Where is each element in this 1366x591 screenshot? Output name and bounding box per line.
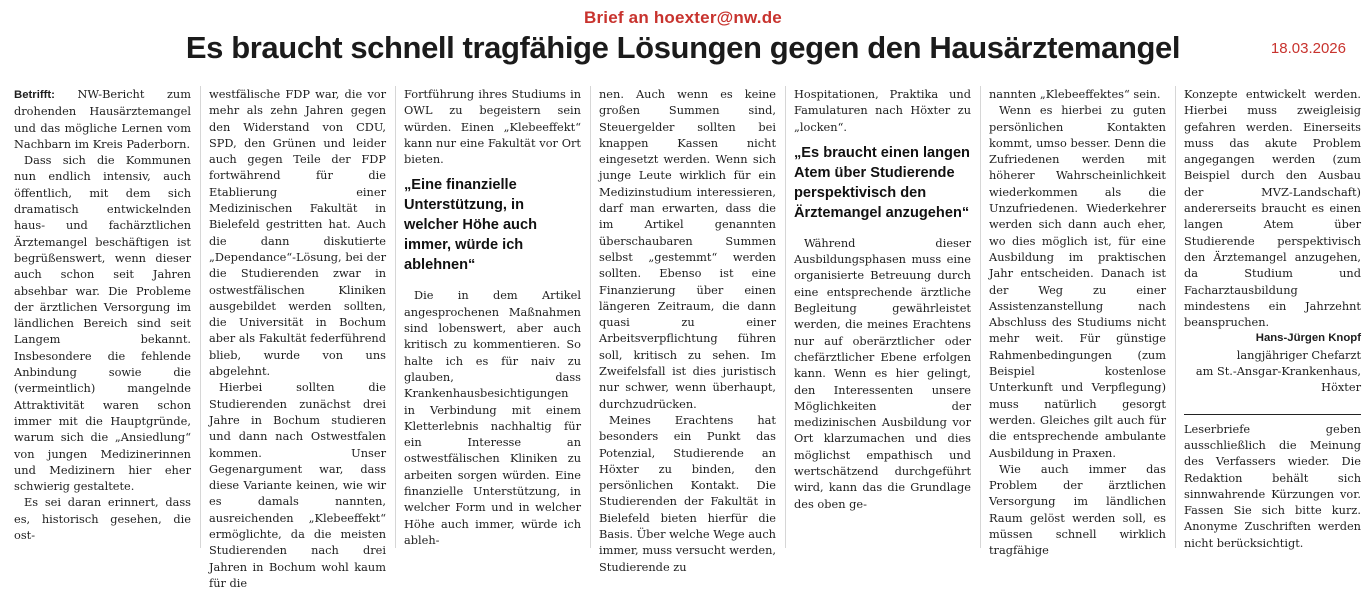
pull-quote: „Es braucht einen langen Atem über Studierende perspektivisch den Ärztemangel anzugehen“ [794, 144, 970, 221]
article-column-4 [599, 86, 776, 574]
paragraph: Es sei daran erinnert, dass es, historisch gesehen, die ost- [14, 495, 191, 543]
article-column-2 [209, 86, 386, 590]
paragraph: nannten „Klebeeffektes“ sein. [989, 87, 1161, 101]
paragraph: nen. Auch wenn es keine großen Summen sind, Steuergelder sollten bei knappen Kassen nicht eingesetzt werden. Wenn sich junge Leute wirklich für ein Medizinstudium interessieren, darf man erwarten, dass die im Artikel genannten überschaubaren Summen selbst „gestemmt“ werden sollten. Ebenso ist eine Finanzierung über einen längeren Zeitraum, die dann quasi zu einer Arbeitsverpflichtung führen soll, kritisch zu sehen. Im Zweifelsfall ist dies juristisch nur schwer, wenn überhaupt, durchzudrücken. [599, 87, 776, 411]
paragraph: Dass sich die Kommunen nun endlich intensiv, auch öffentlich, mit dem sich dramatisch entwickelnden haus- und fachärztlichen Ärztemangel beschäftigen ist begrüßenswert, wenn dieser auch schon seit Jahren absehbar war. Die Probleme der ärztlichen Versorgung im ländlichen Bereich sind seit Langem bekannt. Insbesondere die fehlende Anbindung sowie die (vermeintlich) mangelnde Attraktivität waren schon immer mit die Hauptgründe, warum sich die „Ansiedlung“ von jungen Medizinerinnen und Medizinern hier eher schwierig gestaltete. [14, 153, 191, 494]
subject-text: NW-Bericht zum drohenden Hausärztemangel und das mögliche Lernen vom Nachbarn im Kreis Paderborn. [14, 87, 191, 151]
editorial-note [1184, 414, 1361, 551]
column-divider [200, 86, 201, 548]
paragraph: Hierbei sollten die Studierenden zunächst drei Jahre in Bochum studieren und dann nach Ostwestfalen kommen. Unser Gegenargument war, dass diese Variante keinen, wie wir es damals nannten, ausreichenden „Klebeeffekt“ ermöglichte, da die meisten Studierenden nach drei Jahren in Bochum wohl kaum für die [209, 380, 386, 590]
paragraph: Fortführung ihres Studiums in OWL zu begeistern sein würden. Einen „Klebeeffekt“ kann nur eine Fakultät vor Ort bieten. [404, 87, 581, 167]
column-divider [395, 86, 396, 548]
paragraph: Meines Erachtens hat besonders ein Punkt das Potenzial, Studierende an Höxter zu binden, den persönlichen Kontakt. Die Studierenden der Fakultät in Bielefeld bieten hierfür die Basis. Über welche Wege auch immer, muss versucht werden, Studierende zu [599, 412, 776, 574]
paragraph: Wenn es hierbei zu guten persönlichen Kontakten kommt, umso besser. Denn die Zufriedenen werden mit höherer Wahrscheinlichkeit wiederkommen als die Unzufriedenen. Wiederkehrer werden sich dann auch eher, wo dies möglich ist, für eine Ausbildung im praktischen Jahr entscheiden. Danach ist der Weg zu einer Assistenzanstellung nach Abschluss des Studiums nicht mehr weit. Für günstige Rahmenbedingungen (zum Beispiel kostenlose Unterkunft und Verpflegung) muss natürlich gesorgt werden. Gleiches gilt auch für die entsprechende ambulante Ausbildung in Praxen. [989, 103, 1166, 460]
article-column-5 [794, 86, 971, 548]
column-divider [785, 86, 786, 548]
author-signature [1184, 330, 1361, 395]
paragraph: Hospitationen, Praktika und Famulaturen nach Höxter zu „locken“. [794, 87, 971, 134]
paragraph: Wie auch immer das Problem der ärztlichen Versorgung im ländlichen Raum gelöst werden soll, es müssen schnell wirklich tragfähige [989, 461, 1166, 558]
subject-label: Betrifft: [14, 89, 55, 101]
article-column-7 [1184, 86, 1361, 548]
paragraph: Die in dem Artikel angesprochenen Maßnahmen sind lobenswert, aber auch kritisch zu kommentieren. So halte ich es für naiv zu glauben, dass Krankenhausbesichtigungen in Verbindung mit einem Kletterlebnis nachhaltig für ein Interesse an ostwestfälischen Kliniken zu arbeiten sorgen würden. Eine finanzielle Unterstützung, in welcher Form und in welcher Höhe auch immer, würde ich ableh- [404, 288, 581, 547]
paragraph: westfälische FDP war, die vor mehr als zehn Jahren gegen den Widerstand von CDU, SPD, den Grünen und leider auch gegen Teile der FDP fortwährend für die Etablierung einer Medizinischen Fakultät in Bielefeld gestritten hat. Auch die dann diskutierte „Dependance“-Lösung, bei der die Studierenden zwar in ostwestfälischen Kliniken ausgebildet werden sollten, die Universität in Bochum aber als Fakultät federführend blieb, wurde von uns abgelehnt. [209, 87, 386, 379]
article-column-6 [989, 86, 1166, 558]
column-divider [980, 86, 981, 548]
article-column-1 [14, 86, 191, 548]
column-divider [590, 86, 591, 548]
author-role: langjähriger Chefarzt [1236, 347, 1361, 362]
pull-quote: „Eine finanzielle Unterstützung, in welcher Höhe auch immer, würde ich ablehnen“ [404, 177, 538, 274]
author-name: Hans-Jürgen Knopf [1255, 332, 1361, 345]
paragraph [14, 86, 191, 152]
article-column-3 [404, 86, 581, 548]
letter-kicker: Brief an hoexter@nw.de [584, 8, 782, 27]
publication-date: 18.03.2026 [1270, 40, 1346, 57]
paragraph: Konzepte entwickelt werden. Hierbei muss zweigleisig gefahren werden. Einerseits muss das akute Problem angegangen werden (zum Beispiel durch den Ausbau der MVZ-Landschaft) andererseits braucht es einen langen Atem über Studierende perspektivisch den Ärztemangel anzugehen, da Studium und Facharztausbildung mindestens ein Jahrzehnt beanspruchen. [1184, 87, 1361, 330]
column-divider [1175, 86, 1176, 548]
page-title: Es braucht schnell tragfähige Lösungen gegen den Hausärztemangel [185, 30, 1181, 65]
author-affiliation: am St.-Ansgar-Krankenhaus, Höxter [1195, 364, 1361, 395]
editorial-note-text: Leserbriefe geben ausschließlich die Meinung des Verfassers wieder. Die Redaktion behält sich sinnwahrende Kürzungen vor. Fassen Sie sich bitte kurz. Anonyme Zuschriften werden nicht berücksichtigt. [1184, 421, 1361, 550]
paragraph: Während dieser Ausbildungsphasen muss eine organisierte Betreuung durch eine entsprechende ärztliche Begleitung gewährleistet werden, die meines Erachtens nur auf oberärztlicher oder chefärztlicher Ebene erfolgen kann. Wenn es hier gelingt, den Interessenten unsere Möglichkeiten der medizinischen Ausbildung vor Ort klarzumachen und dies möglichst empathisch und wertschätzend durchgeführt wird, kann das die Grundlage des oben ge- [794, 235, 971, 511]
